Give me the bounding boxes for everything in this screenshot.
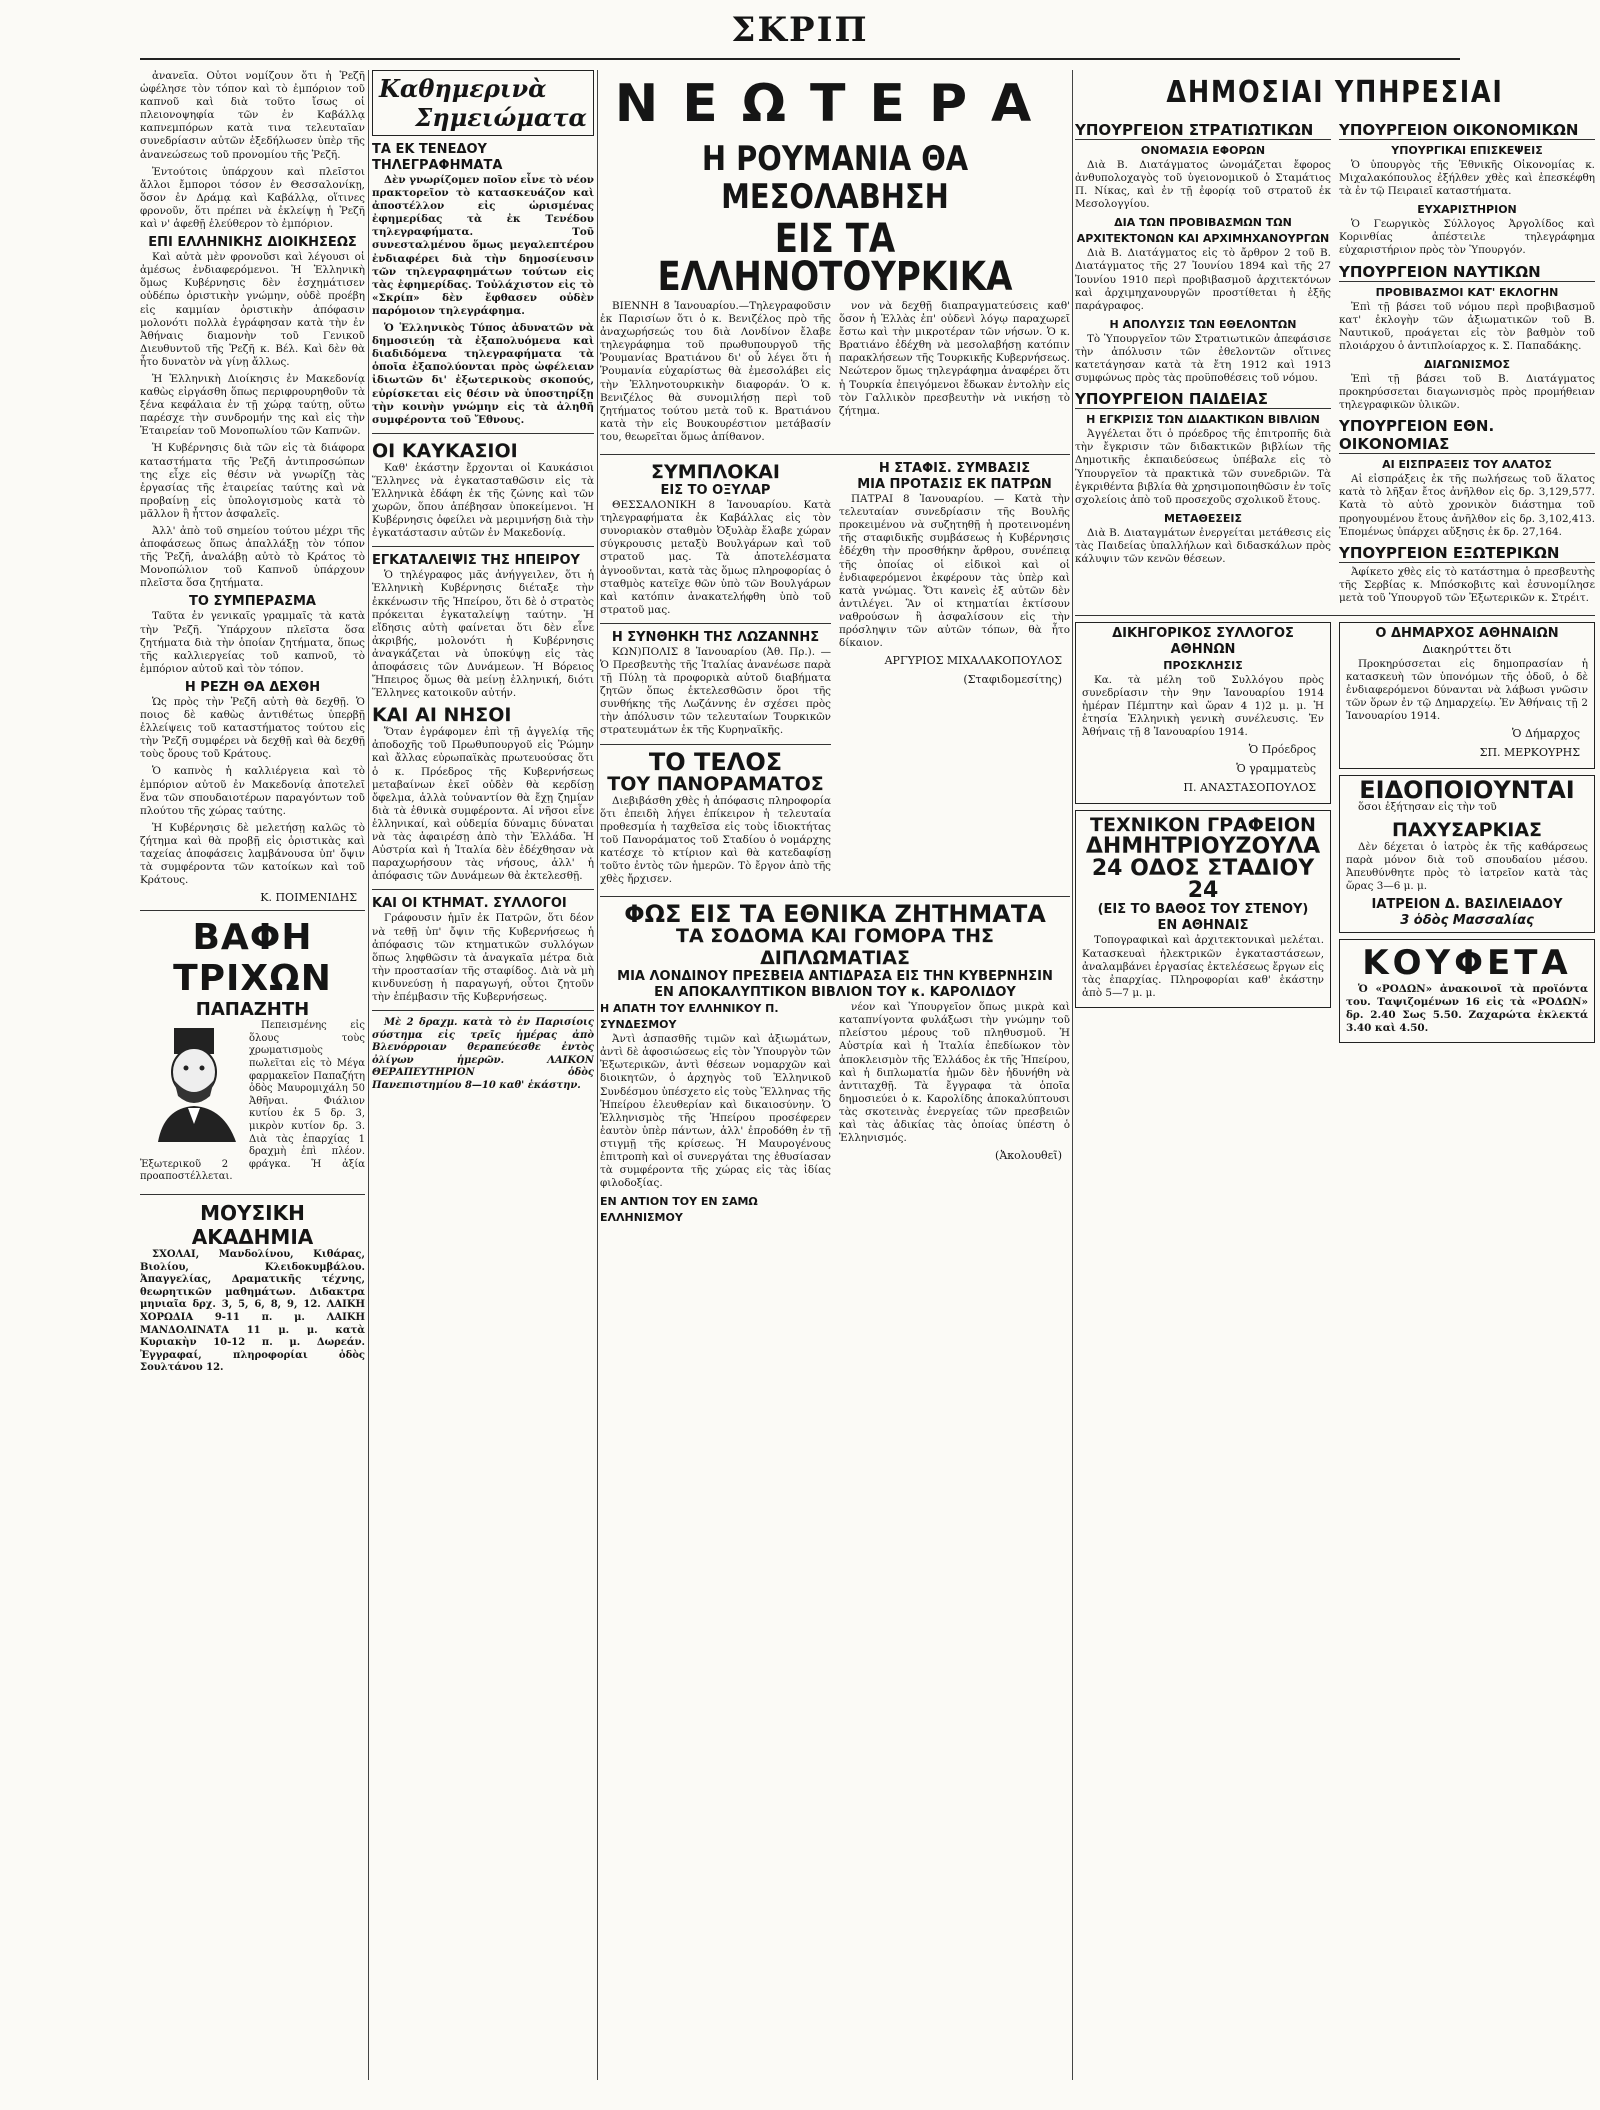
section-heading: ΕΓΚΑΤΑΛΕΙΨΙΣ ΤΗΣ ΗΠΕΙΡΟΥ — [372, 553, 580, 569]
ad-subtitle: ΔΗΜΗΤΡΙΟΥΖΟΥΛΑ — [1085, 834, 1321, 860]
ad-text: ΣΧΟΛΑΙ, Μανδολίνου, Κιθάρας, Βιολίου, Κλειδοκυμβάλου. Ἀπαγγελίας, Δραματικῆς τέχνης, θεωρητικῶν μαθημάτων. Διδακτρα μηνιαῖα δρχ. 3, 5, 6, 8, 9, 12. ΛΑΙΚΗ ΧΟΡΩΔΙΑ 9-11 π. μ. ΛΑΙΚΗ ΜΑΝΔΟΛΙΝΑΤΑ 11 μ. μ. κατὰ Κυριακὴν 10-12 π. μ. Δωρεάν. Ἐγγραφαί, πληροφορίαι ὁδὸς Σουλτάνου 12. — [140, 1248, 365, 1374]
section-heading: ΜΕΤΑΘΕΣΕΙΣ — [1164, 511, 1242, 525]
notice-text: Προκηρύσσεται εἰς δημοπρασίαν ἡ κατασκευὴ τῶν ὑπονόμων τῆς ὁδοῦ, ὁ δὲ ἐνδιαφερόμενοι δύνανται νὰ λάβωσι γνῶσιν τῶν ὅρων ἐν τῷ Δημαρχείῳ. Ἐν Ἀθήναις τῇ 2 Ἰανουαρίου 1914. — [1346, 657, 1588, 723]
article-paragraph: Γράφουσιν ἡμῖν ἐκ Πατρῶν, ὅτι δέον νὰ τεθῇ ὑπ' ὄψιν τῆς Κυβερνήσεως ἡ ἀπόφασις τῶν κτηματικῶν συλλόγων ὅπως ληφθῶσιν τὰ ἀναγκαῖα μέτρα διὰ τὴν προστασίαν τῆς σταφίδος. Διὰ νὰ μὴ κινδυνεύσῃ ἡ παραγωγή, οὗτοι ζητοῦν τὴν ἐπέμβασιν τῆς Κυβερνήσεως. — [372, 912, 594, 1003]
section-heading: ΟΙ ΚΑΥΚΑΣΙΟΙ — [372, 439, 518, 462]
article-paragraph: ἀνανεῖα. Οὗτοι νομίζουν ὅτι ἡ Ῥεζῆ ὡφέλησε τὸν τόπον καὶ τὸ ἐμπόριον τοῦ καπνοῦ καὶ διὰ τοῦτο ἴσως οἱ πλειονοψηφία τῶν ἐν Καβάλλᾳ καπνεμπόρων κατὰ τινα τελευταῖαν συνεδρίασιν αὐτῶν ἐξεδήλωσεν ὑπὲρ τῆς ἀνανεώσεως τοῦ προνομίου τῆς Ῥεζῆ. — [140, 70, 365, 161]
ad-box — [1339, 775, 1595, 932]
ads-block — [1075, 622, 1595, 1043]
ad-subtitle: ΕΝ ΑΘΗΝΑΙΣ — [1157, 918, 1249, 934]
section-heading: ΑΙ ΕΙΣΠΡΑΞΕΙΣ ΤΟΥ ΑΛΑΤΟΣ — [1382, 458, 1552, 472]
ad-title: ΤΕΧΝΙΚΟΝ ΓΡΑΦΕΙΟΝ — [1090, 814, 1316, 837]
section-heading: Η ΑΠΟΛΥΣΙΣ ΤΩΝ ΕΘΕΛΟΝΤΩΝ — [1109, 317, 1297, 331]
column-title-box — [372, 70, 594, 136]
section-heading: ΠΡΟΒΙΒΑΣΜΟΙ ΚΑΤ' ΕΚΛΟΓΗΝ — [1375, 285, 1559, 299]
ministry-heading: ΥΠΟΥΡΓΕΙΟΝ ΕΘΝ. ΟΙΚΟΝΟΜΙΑΣ — [1339, 417, 1595, 454]
headline: Η ΣΤΑΦΙΣ. ΣΥΜΒΑΣΙΣ — [878, 461, 1031, 477]
ad-text: Ὁ «ΡΟΔΩΝ» ἀνακοινοῖ τὰ προϊόντα του. Ταψιζομένων 16 εἰς τὰ «ΡΟΔΩΝ» δρ. 2.40 Σως 5.50. Ζαχαρώτα ἐκλεκτά 3.40 καὶ 4.50. — [1346, 982, 1588, 1035]
notice-title: ΔΙΚΗΓΟΡΙΚΟΣ ΣΥΛΛΟΓΟΣ ΑΘΗΝΩΝ — [1112, 625, 1294, 657]
notice-box — [1075, 622, 1331, 804]
article-paragraph: Ὁ ὑπουργὸς τῆς Ἐθνικῆς Οἰκονομίας κ. Μιχαλακόπουλος ἐξήλθεν χθὲς καὶ ἐπεσκέφθη τὰ ἐν τῷ Πειραιεῖ καταστήματα. — [1339, 159, 1595, 198]
ad-subtitle: ΠΑΠΑΖΗΤΗ — [195, 999, 310, 1021]
notice-signature: Ὁ Δήμαρχος — [1512, 727, 1580, 741]
section-heading: ΔΙΑ ΤΩΝ ΠΡΟΒΙΒΑΣΜΩΝ ΤΩΝ ΑΡΧΙΤΕΚΤΟΝΩΝ ΚΑΙ ΑΡΧΙΜΗΧΑΝΟΥΡΓΩΝ — [1076, 216, 1330, 246]
section-heading: ΚΑΙ ΟΙ ΚΤΗΜΑΤ. ΣΥΛΛΟΓΟΙ — [372, 896, 567, 912]
article-paragraph: Διεβιβάσθη χθὲς ἡ ἀπόφασις πληροφορία ὅτι ἐπειδὴ λήγει ἐπίκειρον ἡ τελευταία προθεσμία ἡ ταχθεῖσα εἰς τοὺς ἰδιοκτήτας τοῦ Πανοράματος τοῦ Σταδίου ὁ νομάρχης κατέσχε τὸ κτίριον καὶ θὰ κατεδαφίσῃ τοῦτο ἐντὸς τῶν ἡμερῶν. Τὸ ἔργον ἀπὸ τῆς χθὲς ἤρχισεν. — [600, 794, 831, 886]
notice-signature: Ὁ Πρόεδρος — [1248, 743, 1316, 757]
ministry-heading: ΥΠΟΥΡΓΕΙΟΝ ΠΑΙΔΕΙΑΣ — [1075, 390, 1331, 409]
article-paragraph: ΒΙΕΝΝΗ 8 Ἰανουαρίου.—Τηλεγραφοῦσιν ἐκ Παρισίων ὅτι ὁ κ. Βενιζέλος πρὸ τῆς ἀναχωρήσεώς του διὰ Λονδίνον ἔλαβε τηλεγράφημα τοῦ πρωθυπουργοῦ τῆς Ῥουμανίας Βρατιάνου δι' οὗ λέγει ὅτι ἡ Ῥουμανία εὐχαρίστως θὰ ἐμεσολάβει εἰς τὴν Ἑλληνοτουρκικὴν διαφοράν. Ὁ κ. Βενιζέλος θὰ συνομιλήσῃ περὶ τοῦ ζητήματος τούτου μετὰ τοῦ κ. Βρατιάνου κατὰ τὴν εἰς Βουκουρέστιον μετάβασίν του, θεωρεῖται ὅμως ἀπίθανον. — [600, 300, 831, 443]
ad-text: Πεπεισμένης εἰς ὅλους τοὺς χρωματισμοὺς πωλεῖται εἰς τὸ Μέγα φαρμακεῖον Παπαζήτη ὁδὸς Μαυρομιχάλη 50 Ἀθῆναι. Φιάλιον κυτίου ἐκ 5 δρ. 3, μικρὸν κυτίον δρ. 3. Διὰ τὰς ἐπαρχίας 1 δραχμὴ ἐπὶ πλέον. Ἐξωτερικοῦ 2 φράγκα. Ἡ ἀξία προαποστέλλεται. — [140, 1020, 365, 1183]
section-heading: ΥΠΟΥΡΓΙΚΑΙ ΕΠΙΣΚΕΨΕΙΣ — [1391, 144, 1543, 157]
ministry-heading: ΥΠΟΥΡΓΕΙΟΝ ΕΞΩΤΕΡΙΚΩΝ — [1339, 544, 1595, 563]
article-paragraph: Ἀλλ' ἀπὸ τοῦ σημείου τούτου μέχρι τῆς ἀποφάσεως ὅπως ἀπαλλάξῃ τὸν τόπον τῆς Ῥεζῆ, ἀναλάβῃ αὐτὸ τὸ Κράτος τὸ Μονοπώλιον τοῦ Καπνοῦ ὑπάρχουν πλεῖστα ὅσα ζητήματα. — [140, 525, 365, 590]
article-paragraph: Ἐπὶ τῇ βάσει τοῦ Β. Διατάγματος προκηρύσσεται διαγωνισμὸς πρὸς προμήθειαν τηλεγραφικῶν ὑλικῶν. — [1339, 372, 1595, 412]
section-heading: Η ΡΕΖΗ ΘΑ ΔΕΧΘΗ — [184, 679, 321, 695]
notice-box — [1339, 622, 1595, 769]
ad-subtitle: ΠΑΧΥΣΑΡΚΙΑΣ — [1391, 818, 1543, 841]
section-title: ΝΕΩΤΕΡΑ — [614, 74, 1056, 134]
subheadline: ΜΙΑ ΠΡΟΤΑΣΙΣ ΕΚ ΠΑΤΡΩΝ — [857, 477, 1052, 493]
headline: Η ΣΥΝΘΗΚΗ ΤΗΣ ΛΩΖΑΝΝΗΣ — [611, 629, 820, 645]
column-title: Σημειώματα — [415, 103, 587, 132]
article-paragraph: Ἀφίκετο χθὲς εἰς τὸ κατάστημα ὁ πρεσβευτὴς τῆς Σερβίας κ. Μπόσκοβιτς καὶ ἐσυνομίλησε μετὰ τοῦ Ὑπουργοῦ τῶν Ἐξωτερικῶν κ. Στρέιτ. — [1339, 565, 1595, 604]
article-paragraph: Ἀγγέλεται ὅτι ὁ πρόεδρος τῆς ἐπιτροπῆς διὰ τὴν ἔγκρισιν τῶν διδακτικῶν βιβλίων τῆς Δημοτικῆς ἐκπαιδεύσεως ὑπέβαλε εἰς τὸ Ὑπουργεῖον τὰ πρακτικὰ τῶν συνεδριῶν. Τὰ ἐγκριθέντα βιβλία θὰ χρησιμοποιηθῶσιν ἐν τοῖς σχολείοις ἀπὸ τοῦ προσεχοῦς σχολικοῦ ἔτους. — [1075, 428, 1331, 506]
article-paragraph: ΘΕΣΣΑΛΟΝΙΚΗ 8 Ἰανουαρίου. Κατὰ τηλεγραφήματα ἐκ Καβάλλας εἰς τὸν συνοριακὸν σταθμὸν Ὀξυλὰρ ἔλαβε χώραν σύγκρουσις μεταξὺ Βουλγάρων καὶ τοῦ στρατοῦ μας. Τὰ ἀποτελέσματα ἀγνοοῦνται, κατὰ τὰς ὅμως πληροφορίας ὁ σταθμὸς κατεῖχε θῶν ὑπὸ τῶν Βουλγάρων καὶ κατόπιν ἀνακατελήφθη ὑπὸ τοῦ στρατοῦ μας. — [600, 499, 831, 616]
ad-title: ΒΑΦΗ ΤΡΙΧΩΝ — [173, 917, 332, 1000]
author-signature: ΑΡΓΥΡΙΟΣ ΜΙΧΑΛΑΚΟΠΟΥΛΟΣ — [884, 654, 1062, 668]
section-title: ΔΗΜΟΣΙΑΙ ΥΠΗΡΕΣΙΑΙ — [1166, 75, 1504, 110]
ad-box — [1339, 939, 1595, 1043]
article-paragraph: Δὲν γνωρίζομεν ποῖον εἶνε τὸ νέον πρακτορεῖον τὸ κατασκευάζον καὶ ἀποστέλλον εἰς ὡρισμένας ἐφημερίδας τὰ ἐκ Τενέδου τηλεγραφήματα. Τοῦ συνεσταλμένου ὅμως μεγαλεπτέρου ἐνδιαφέρει διὰ τὴν δημοσίευσιν τῶν τηλεγραφημάτων τούτων εἰς τὰς ἐφημερίδας. Τοὐλάχιστον εἰς τὸ «Σκρίπ» δὲν ἔφθασεν οὐδὲν παρόμοιον τηλεγράφημα. — [372, 174, 594, 317]
article-paragraph: Διὰ Β. Διαταγμάτων ἐνεργείται μετάθεσις εἰς τὰς Παιδείας ὑπαλλήλων καὶ διδασκάλων πρὸς κάλυψιν τῶν κενῶν θέσεων. — [1075, 526, 1331, 565]
notice-signature: Ὁ γραμματεὺς — [1236, 762, 1316, 776]
ad-subtitle: 24 ΟΔΟΣ ΣΤΑΔΙΟΥ 24 — [1091, 856, 1315, 904]
ministry-heading: ΥΠΟΥΡΓΕΙΟΝ ΝΑΥΤΙΚΩΝ — [1339, 263, 1595, 282]
headline: Η ΡΟΥΜΑΝΙΑ ΘΑ ΜΕΣΟΛΑΒΗΣΗ — [701, 139, 969, 217]
article-paragraph: Ὁ Ἑλληνικὸς Τύπος ἀδυνατῶν νὰ δημοσιεύῃ τὰ ἐξαπολυόμενα καὶ διαδιδόμενα τηλεγραφήματα τὰ ὁποῖα ἐξαπολύονται πρὸς ὠφέλειαν ἰδιωτῶν δι' ἐξωτερικοὺς σκοπούς, εὐρίσκεται εἰς θέσιν νὰ ὑποστηρίξῃ τὴν κοινὴν γνώμην εἰς τὰ ἀληθῆ συμφέροντα τοῦ Ἔθνους. — [372, 322, 594, 426]
article-paragraph: ΠΑΤΡΑΙ 8 Ἰανουαρίου. — Κατὰ τὴν τελευταίαν συνεδρίασιν τῆς Βουλῆς προκειμένου νὰ συζητηθῇ ἡ προτεινομένη τῆς σταφιδικῆς συμβάσεως ἡ Κυβέρνησις ἐδέχθη τὴν προσθήκην ἄρθρου, συνέπειᾳ τῆς ὁποίας οἱ εἰδικοὶ καὶ οἱ ἐνδιαφερόμενοι ἐκφέρουν τὰς ὑπὲρ καὶ κατὰ γνώμας. Ὅτι κανεὶς ἐξ αὐτῶν δὲν ἀντιλέγει. Ἂν οἱ κτηματίαι ἐκτίσουν ναθρούσων ἢ ἀσφαλίσουν εἰς τὴν πρόσληψιν τῶν αὐτῶν τόπων, θὰ ἦτο δίκαιον. — [839, 493, 1070, 650]
masthead: ΣΚΡΙΠ — [731, 10, 869, 50]
ad-text: ὅσοι ἐξήτησαν εἰς τὴν τοῦ — [1358, 801, 1497, 814]
ad-subtitle: (ΕΙΣ ΤΟ ΒΑΘΟΣ ΤΟΥ ΣΤΕΝΟΥ) — [1097, 902, 1309, 918]
subheadline: ΤΟΥ ΠΑΝΟΡΑΜΑΤΟΣ — [607, 772, 824, 795]
article-paragraph: Τὸ Ὑπουργεῖον τῶν Στρατιωτικῶν ἀπεφάσισε τὴν ἀπόλυσιν τῶν ἐθελοντῶν οἵτινες κατετάγησαν κατὰ τὰ ἔτη 1912 καὶ 1913 συμφώνως πρὸς τὰς προϋποθέσεις τοῦ νόμου. — [1075, 332, 1331, 385]
man-portrait-icon — [144, 1024, 249, 1144]
subheadline: ΤΑ ΣΟΔΟΜΑ ΚΑΙ ΓΟΜΟΡΑ ΤΗΣ ΔΙΠΛΩΜΑΤΙΑΣ — [675, 925, 994, 970]
notice-subtitle: Διακηρύττει ὅτι — [1422, 642, 1512, 656]
author-title: (Σταφιδομεσίτης) — [963, 673, 1062, 687]
continued-note: (Ἀκολουθεῖ) — [995, 1149, 1062, 1163]
divider — [140, 910, 365, 911]
column-divider — [1072, 70, 1073, 2080]
masthead-rule — [140, 58, 1460, 60]
ad-box — [1075, 810, 1331, 1007]
article-paragraph: Αἱ εἰσπράξεις ἐκ τῆς πωλήσεως τοῦ ἅλατος κατὰ τὸ λῆξαν ἔτος ἀνῆλθον εἰς δρ. 3,129,577. Κατὰ τὸ αὐτὸ χρονικὸν διάστημα τοῦ προηγουμένου ἔτους ἀνῆλθον εἰς δρ. 3,102,413. Ἐπομένως ὑπάρχει αὔξησις ἐκ δρ. 27,164. — [1339, 473, 1595, 538]
notice-signature: Π. ΑΝΑΣΤΑΣΟΠΟΥΛΟΣ — [1183, 781, 1316, 795]
ministries-block — [1075, 116, 1595, 609]
subheadline: ΕΙΣ ΤΟ ΟΞΥΛΑΡ — [660, 483, 771, 499]
article-paragraph: Καθ' ἑκάστην ἔρχονται οἱ Καυκάσιοι Ἕλληνες νὰ ἐγκατασταθῶσιν εἰς τὰ Ἑλληνικὰ ἐδάφη ἐκ τῆς ζώνης καὶ τῶν χωρῶν, ὅπου ἀπέβησαν ὑποκείμενοι. Ἡ Κυβέρνησις ὀφείλει νὰ μεριμνήσῃ διὰ τὴν ἐγκατάστασιν αὐτῶν ἐν Μακεδονίᾳ. — [372, 461, 594, 540]
section-heading: Η ΕΓΚΡΙΣΙΣ ΤΩΝ ΔΙΔΑΚΤΙΚΩΝ ΒΙΒΛΙΩΝ — [1086, 413, 1320, 427]
ad-text: Τοπογραφικαὶ καὶ ἀρχιτεκτονικαὶ μελέται. Κατασκευαὶ ἠλεκτρικῶν ἐγκαταστάσεων, ἀναλαμβάνει ἐργασίας ἐκτελέσεως ἔργων εἰς τὰς ἐπαρχίας. Πληροφορίαι καθ' ἑκάστην ἀπὸ 5—7 μ. μ. — [1082, 934, 1324, 999]
ministry-heading: ΥΠΟΥΡΓΕΙΟΝ ΣΤΡΑΤΙΩΤΙΚΩΝ — [1075, 121, 1331, 140]
column-1 — [140, 70, 365, 2080]
divider — [372, 889, 594, 890]
lead-story — [600, 300, 1070, 448]
article-paragraph: Ἀντὶ ἀσπασθῆς τιμῶν καὶ ἀξιωμάτων, ἀντὶ δὲ ἀφοσιώσεως εἰς τὸν Ὑπουργὸν τῶν Ἐξωτερικῶν, ἀντὶ θέσεων νομαρχῶν καὶ διοικητῶν, ὁ ἀρχηγὸς τοῦ Ἑλληνικοῦ Συνδέσμου ὑπέσχετο εἰς τοὺς Ἕλληνας τῆς Ἠπείρου ἐλευθερίαν καὶ δικαιοσύνην. Ὁ Ἑλληνισμὸς τῆς Ἠπείρου προσέφερεν ἑαυτὸν ὑπὲρ πάντων, ἀλλ' ἐπροδόθη ἐν τῇ στιγμῇ τῆς κρίσεως. Ἡ Μαυρογένους ἐπιτροπὴ καὶ οἱ συνεργάται της ἐθυσίασαν τὰ συμφέροντα τῆς χώρας εἰς τὰς ἰδίας φιλοδοξίας. — [600, 1033, 831, 1190]
section-heading: ΔΙΑΓΩΝΙΣΜΟΣ — [1423, 357, 1511, 371]
article-paragraph: νον νὰ δεχθῇ διαπραγματεύσεις καθ' ὅσον ἡ Ἑλλὰς ἐπ' οὐδενὶ λόγῳ παραχωρεῖ ἔστω καὶ τὴν μικροτέραν τῶν νήσων. Ὁ κ. Βρατιάνο ἐδέχθη νὰ μεσολαβήσῃ κατόπιν παρακλήσεων τῆς Τουρκικῆς Κυβερνήσεως. Νεώτερον ὅμως τηλεγράφημα ἀναφέρει ὅτι ἡ Τουρκία ἐπειγόμενοι ἔδωκαν ἐντολὴν εἰς τὸν Γαλλικὸν πρεσβευτὴν νὰ νικήσῃ τὸ ζήτημα. — [839, 300, 1070, 417]
ad-subtitle: 3 ὁδὸς Μασσαλίας — [1400, 912, 1534, 928]
article-paragraph: Ὅταν ἐγράφομεν ἐπὶ τῇ ἀγγελίᾳ τῆς ἀποδοχῆς τοῦ Πρωθυπουργοῦ εἰς Ῥώμην καὶ ἄλλας εὐρωπαϊκὰς πρωτευούσας ὅτι ὁ κ. Πρόεδρος τῆς Κυβερνήσεως μεταβαίνων ἐκεῖ οὐδὲν θὰ κερδίσῃ ὄφελμα, ἀλλὰ τοὐναντίον θὰ ἔχῃ ζημίαν διὰ τὰ ἐθνικὰ συμφέροντα. Αἱ νῆσοι εἶνε ἑλληνικαί, καὶ οὐδεμία δύναμις δύναται νὰ τὰς ἀφαιρέσῃ ἀπὸ τὴν Ἑλλάδα. Ἡ Αὐστρία καὶ ἡ Ἰταλία δὲν ἐδέχθησαν νὰ παραχωρήσουν τὰς νήσους, ἀλλ' ἡ ἀπόφασις τῶν Δυνάμεων θὰ ἐκτελεσθῇ. — [372, 726, 594, 883]
divider — [600, 896, 1070, 897]
section-heading: ΕΥΧΑΡΙΣΤΗΡΙΟΝ — [1417, 203, 1517, 217]
subheadline: ΕΝ ΑΠΟΚΑΛΥΠΤΙΚΟΝ ΒΙΒΛΙΟΝ ΤΟΥ κ. ΚΑΡΟΛΙΔΟΥ — [654, 985, 1016, 1001]
section-heading: Η ΑΠΑΤΗ ΤΟΥ ΕΛΛΗΝΙΚΟΥ Π. ΣΥΝΔΕΣΜΟΥ — [600, 1002, 779, 1032]
article-paragraph: Ὁ καπνὸς ἡ καλλιέργεια καὶ τὸ ἐμπόριον αὐτοῦ ἐν Μακεδονίᾳ ἀποτελεῖ ἕνα τῶν σπουδαιοτέρων παραγόντων τοῦ πλούτου τῆς χώρας ταύτης. — [140, 765, 365, 817]
column-divider — [368, 70, 369, 2080]
headline: ΦΩΣ ΕΙΣ ΤΑ ΕΘΝΙΚΑ ΖΗΤΗΜΑΤΑ — [624, 900, 1046, 929]
article-paragraph: Ἡ Κυβέρνησις διὰ τῶν εἰς τὰ διάφορα καταστήματα τῆς Ῥεζῆ ἀντιπροσώπων της εἶχε εἰς θέσιν νὰ γνωρίζῃ τὰς ἐργασίας τῆς ἑταιρείας ταύτης καὶ νὰ προβαίνῃ εἰς ὑπολογισμοὺς κατὰ τὸ μᾶλλον ἢ ἧττον ἀσφαλεῖς. — [140, 442, 365, 520]
news-block — [600, 461, 1070, 890]
notice-signature: ΣΠ. ΜΕΡΚΟΥΡΗΣ — [1479, 746, 1580, 760]
article-paragraph: Διὰ Β. Διατάγματος εἰς τὸ ἄρθρον 2 τοῦ Β. Διατάγματος τῆς 27 Ἰουνίου 1894 καὶ τῆς 27 Ἰουνίου 1910 περὶ προβιβασμοῦ ἀρχιτεκτόνων καὶ ἀρχιμηχανουργῶν προστίθεται ἡ ἑξῆς παράγραφος. — [1075, 247, 1331, 312]
notice-title: Ο ΔΗΜΑΡΧΟΣ ΑΘΗΝΑΙΩΝ — [1375, 625, 1559, 641]
article-paragraph: Καὶ αὐτὰ μὲν φρονοῦσι καὶ λέγουσι οἱ ἀμέσως ἐνδιαφερόμενοι. Ἡ Ἑλληνικὴ ὅμως Κυβέρνησις δὲν ἐσχημάτισεν οὐδέπω ὁριστικὴν γνώμην, οὐδὲ προέβη εἰς καμμίαν ὁριστικὴν ἀπόφασιν μολονότι πολλὰ ἐγράφησαν κατὰ τὴν ἐν Ἀθήναις διαμονὴν τοῦ Γενικοῦ Διευθυντοῦ τῆς Ῥεζῆ κ. Βέλ. Καὶ δὲν θὰ ἦτο δυνατὸν νὰ γίνῃ ἄλλως. — [140, 251, 365, 368]
section-heading: ΤΟ ΣΥΜΠΕΡΑΣΜΑ — [189, 594, 316, 610]
column-divider — [597, 70, 598, 2080]
divider — [372, 546, 594, 547]
section-heading: ΕΝ ΑΝΤΙΟΝ ΤΟΥ ΕΝ ΣΑΜΩ ΕΛΛΗΝΙΣΜΟΥ — [600, 1195, 758, 1225]
notice-subtitle: ΠΡΟΣΚΛΗΣΙΣ — [1163, 658, 1243, 672]
column-2 — [372, 70, 594, 2080]
section-heading: ΚΑΙ ΑΙ ΝΗΣΟΙ — [372, 704, 512, 727]
ad-text: Μὲ 2 δραχμ. κατὰ τὸ ἐν Παρισίοις σύστημα εἰς τρεῖς ἡμέρας ἀπὸ Βλενόρροιαν θεραπεύεσθε ἐντὸς ὀλίγων ἡμερῶν. ΛΑΙΚΟΝ ΘΕΡΑΠΕΥΤΗΡΙΟΝ ὁδὸς Πανεπιστημίου 8—10 καθ' ἑκάστην. — [372, 1017, 594, 1092]
article-paragraph: Ὁ τηλέγραφος μᾶς ἀνήγγειλεν, ὅτι ἡ Ἑλληνικὴ Κυβέρνησις διέταξε τὴν ἐκκένωσιν τῆς Ἠπείρου, ὅτι δὲ ὁ στρατὸς πρόκειται ἐγκαταλείψῃ ταύτην. Ἡ εἴδησις αὐτὴ φαίνεται ὅτι δὲν εἶνε ἀκριβής, μολονότι ἡ Κυβέρνησις ἀναγκάζεται νὰ ὑποκύψῃ εἰς τὰς ἀποφάσεις τῶν Δυνάμεων. Ἡ Βόρειος Ἤπειρος ὅμως θὰ μείνῃ ἑλληνική, διότι Ἕλληνες κατοικοῦν αὐτήν. — [372, 569, 594, 700]
article-paragraph: Ὡς πρὸς τὴν Ῥεζῆ αὐτὴ θὰ δεχθῇ. Ὁ ποιος δὲ καθὼς ἀντιθέτως ὑπερβῇ ἐλλείψεις τοῦ καταστήματος τούτου εἰς τὴν Ῥεζῆ συμφέρει νὰ δεχθῇ καὶ θὰ δεχθῇ τοὺς ὅρους τοῦ Κράτους. — [140, 695, 365, 761]
divider — [140, 1194, 365, 1195]
article-paragraph: Ταῦτα ἐν γενικαῖς γραμμαῖς τὰ κατὰ τὴν Ῥεζῆ. Ὑπάρχουν πλεῖστα ὅσα ζητήματα διὰ τὴν ὁποίαν ζητήματα, ὅπως τῆς καλλιεργείας τοῦ καπνοῦ, τὸ ἐμπόριον αὐτοῦ καὶ τὸν τόπον. — [140, 610, 365, 675]
article-paragraph: Διὰ Β. Διατάγματος ὠνομάζεται ἔφορος ἀνθυπολοχαγὸς τοῦ ὑγειονομικοῦ ὁ Σταμάτιος Π. Νίκας, καὶ ἐν τῇ ἐφορίᾳ τοῦ στρατοῦ ἐκ Μεσολογγίου. — [1075, 159, 1331, 211]
article-paragraph: νέον καὶ Ὑπουργεῖον ὅπως μικρὰ καὶ καταπνίγοντα φυλάξωσι τὴν γνώμην τοῦ πλείστου μέρους τοῦ πληθυσμοῦ. Ἡ Αὐστρία καὶ ἡ Ἰταλία ἐπεδίωκον τὸν ἀποκλεισμὸν τῆς Ἑλλάδος ἐκ τῆς Ἠπείρου, καὶ ἡ διπλωματία ἡμῶν δὲν ἠδυνήθη νὰ ἀντιταχθῇ. Τὰ ἔγγραφα τὰ ὁποῖα δημοσιεύει ὁ κ. Καρολίδης ἀποκαλύπτουσι τὰς σκοτεινὰς ἐνεργείας τῶν πρεσβειῶν καὶ τὰς ἀδικίας τὰς ὁποίας ὑπέστη ὁ Ἑλληνισμός. — [839, 1001, 1070, 1145]
ad-text: Δὲν δέχεται ὁ ἰατρὸς ἐκ τῆς καθάρσεως παρὰ μόνον διὰ τοῦ σπουδαίου μέσου. Ἀπευθύνθητε πρὸς τὸ ἰατρεῖον κατὰ τὰς ὥρας 3—6 μ. μ. — [1346, 840, 1588, 892]
section-heading: ΟΝΟΜΑΣΙΑ ΕΦΟΡΩΝ — [1140, 144, 1266, 157]
divider — [372, 1010, 594, 1011]
section-heading: ΤΑ ΕΚ ΤΕΝΕΔΟΥ ΤΗΛΕΓΡΑΦΗΜΑΤΑ — [372, 142, 503, 173]
ad-title: ΕΙΔΟΠΟΙΟΥΝΤΑΙ — [1359, 776, 1575, 805]
subheadline: ΜΙΑ ΛΟΝΔΙΝΟΥ ΠΡΕΣΒΕΙΑ ΑΝΤΙΔΡΑΣΑ ΕΙΣ ΤΗΝ ΚΥΒΕΡΝΗΣΙΝ — [617, 969, 1053, 985]
divider — [1075, 615, 1595, 616]
article-paragraph: ΚΩΝ)ΠΟΛΙΣ 8 Ἰανουαρίου (Ἀθ. Πρ.). — Ὁ Πρεσβευτὴς τῆς Ἰταλίας ἀνανέωσε παρὰ τῇ Πύλῃ τὰ προφορικὰ αὐτοῦ διαβήματα ζητῶν ὅπως ἐκτελεσθῶσιν ὅροι τῆς συνθήκης τῆς Λωζάννης ἐν σχέσει πρὸς τὴν ἀπόλυσιν τῶν τελευταίων Τουρκικῶν στρατευμάτων ἐκ τῆς Κυρηναϊκῆς. — [600, 645, 831, 737]
ad-title: ΜΟΥΣΙΚΗ ΑΚΑΔΗΜΙΑ — [191, 1200, 314, 1249]
divider — [600, 454, 1070, 455]
article-paragraph: Ἡ Ἑλληνικὴ Διοίκησις ἐν Μακεδονίᾳ καθὼς εἰργάσθη ὅπως περιφρουρηθοῦν τὰ ξένα κεφάλαια ἐν τῇ χώρᾳ ταύτῃ, οὕτω παρέσχε τὴν συνδρομήν της καὶ εἰς τὴν Ἑταιρείαν τοῦ Μονοπωλίου τῶν Καπνῶν. — [140, 372, 365, 438]
ad-title: ΚΟΥΦΕΤΑ — [1362, 942, 1572, 983]
divider — [372, 433, 594, 434]
ministry-heading: ΥΠΟΥΡΓΕΙΟΝ ΟΙΚΟΝΟΜΙΚΩΝ — [1339, 121, 1595, 140]
ad-subtitle: ΙΑΤΡΕΙΟΝ Δ. ΒΑΣΙΛΕΙΑΔΟΥ — [1371, 896, 1563, 912]
column-3 — [600, 70, 1070, 2080]
article-paragraph: Ὁ Γεωργικὸς Σύλλογος Ἀργολίδος καὶ Κορινθίας ἀπέστειλε τηλεγράφημα εὐχαριστήριον πρὸς τὸν Ὑπουργόν. — [1339, 218, 1595, 257]
feature-story — [600, 1001, 1070, 1226]
headline: ΣΥΜΠΛΟΚΑΙ — [651, 461, 780, 484]
headline: ΤΟ ΤΕΛΟΣ — [648, 747, 783, 776]
notice-text: Κα. τὰ μέλη τοῦ Συλλόγου πρὸς συνεδρίασιν τὴν 9ην Ἰανουαρίου 1914 ἡμέραν Πέμπτην καὶ ὥραν 4 1)2 μ. μ. Ἡ ἐτησία Ἑλληνικὴ γενικὴ συνέλευσις. Ἐν Ἀθήναις τῇ 8 Ἰανουαρίου 1914. — [1082, 673, 1324, 739]
column-4 — [1075, 70, 1595, 2080]
headline: ΕΙΣ ΤΑ ΕΛΛΗΝΟΤΟΥΡΚΙΚΑ — [657, 216, 1013, 300]
column-title: Καθημερινὰ — [379, 74, 547, 103]
article-paragraph: Ἐπὶ τῇ βάσει τοῦ νόμου περὶ προβιβασμοῦ κατ' ἐκλογὴν τῶν ἀξιωματικῶν τοῦ Β. Ναυτικοῦ, προάγεται εἰς τὸν βαθμὸν τοῦ πλοιάρχου ὁ ἀντιπλοίαρχος κ. Σ. Παπαδάκης. — [1339, 300, 1595, 352]
article-paragraph: Ἡ Κυβέρνησις δὲ μελετήσῃ καλῶς τὸ ζήτημα καὶ θὰ προβῇ εἰς ὁριστικὰς καὶ ταχείας ἀποφάσεις λαμβάνουσα ὑπ' ὄψιν τὰ συμφέροντα τῶν κατοίκων καὶ τοῦ Κράτους. — [140, 821, 365, 887]
section-heading: ΕΠΙ ΕΛΛΗΝΙΚΗΣ ΔΙΟΙΚΗΣΕΩΣ — [148, 235, 357, 251]
author-signature: Κ. ΠΟΙΜΕΝΙΔΗΣ — [260, 891, 357, 905]
divider — [600, 623, 831, 624]
article-paragraph: Ἐντούτοις ὑπάρχουν καὶ πλεῖστοι ἄλλοι ἔμποροι τόσον ἐν Θεσσαλονίκῃ, ὅσον ἐν Δράμᾳ καὶ Καβάλλᾳ, οἵτινες φρονοῦν, ὅτι πρέπει νὰ ἐκλείψῃ ἡ Ῥεζῆ καὶ ν' ἀφεθῇ ἐλεύθερον τὸ ἐμπόριον. — [140, 165, 365, 231]
divider — [600, 744, 831, 745]
